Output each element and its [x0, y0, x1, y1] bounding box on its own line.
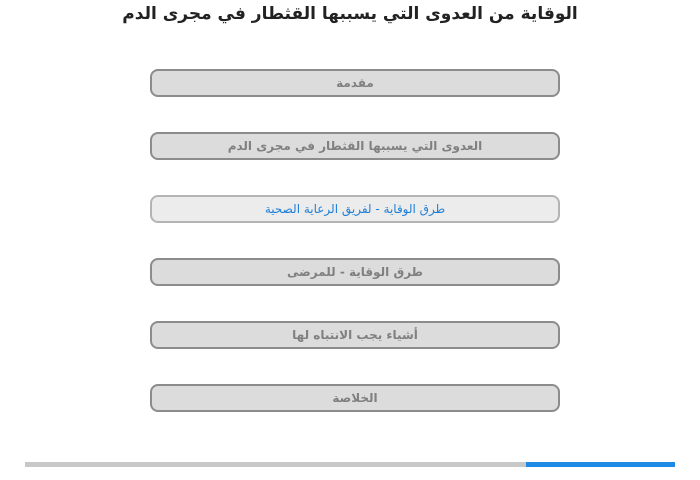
page-title: الوقاية من العدوى التي يسببها القثطار في مجرى الدم	[122, 4, 578, 24]
menu-item-prevention-patients[interactable]: طرق الوقاية - للمرضى	[150, 258, 560, 286]
menu-item-things-to-watch[interactable]: أشياء يجب الانتباه لها	[150, 321, 560, 349]
menu-item-prevention-healthcare-team[interactable]: طرق الوقاية - لفريق الرعاية الصحية	[150, 195, 560, 223]
menu-item-clabsi[interactable]: العدوى التي يسببها القثطار في مجرى الدم	[150, 132, 560, 160]
menu-item-conclusion[interactable]: الخلاصة	[150, 384, 560, 412]
chapter-menu	[150, 69, 560, 447]
progress-bar-fill	[526, 462, 676, 467]
menu-item-introduction[interactable]: مقدمة	[150, 69, 560, 97]
progress-bar	[25, 462, 675, 467]
